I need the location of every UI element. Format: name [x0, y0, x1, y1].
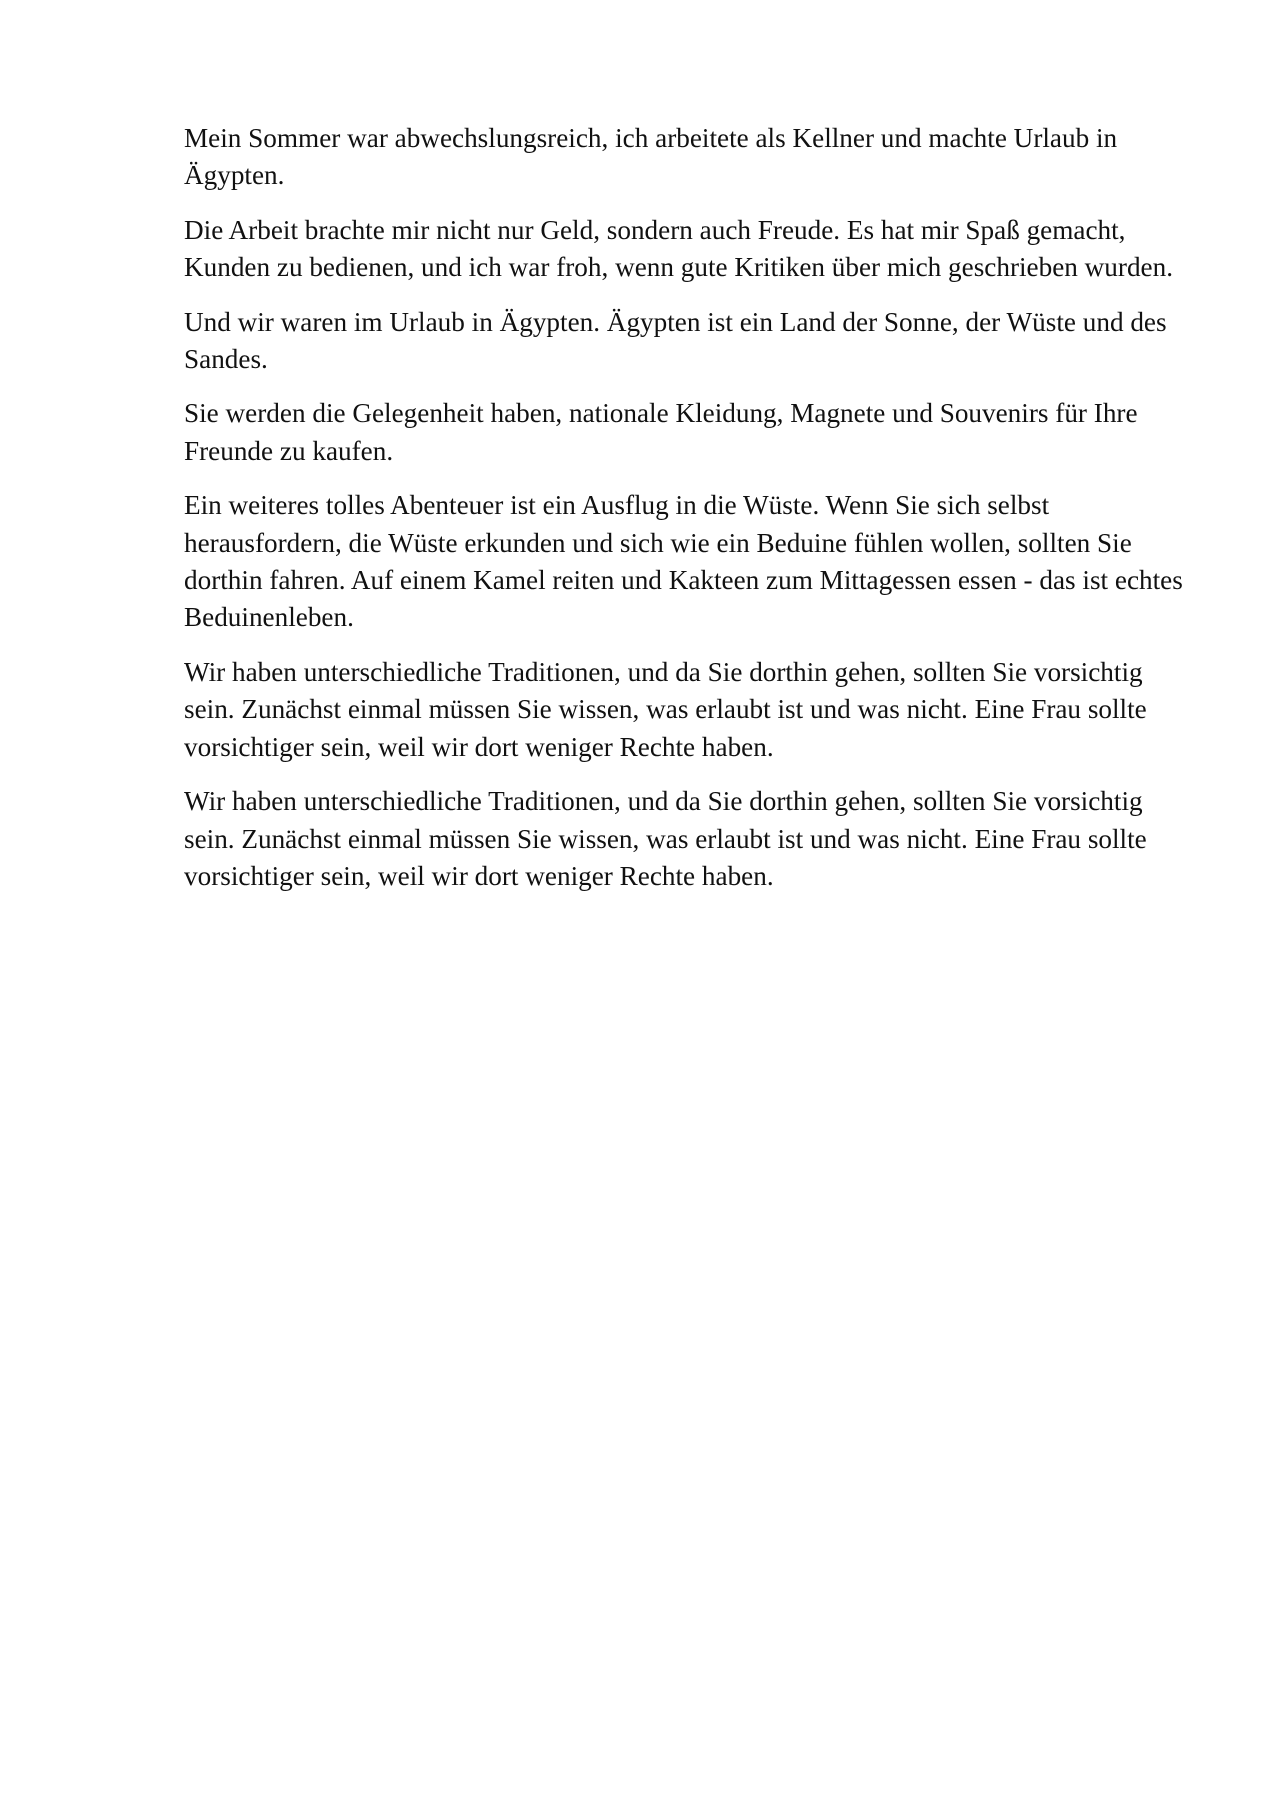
document-body — [184, 120, 1194, 912]
paragraph-2: Die Arbeit brachte mir nicht nur Geld, sondern auch Freude. Es hat mir Spaß gemacht, Kunden zu bedienen, und ich war froh, wenn gute Kritiken über mich geschrieben wurden. — [184, 214, 1173, 283]
paragraph-7: Wir haben unterschiedliche Traditionen, und da Sie dorthin gehen, sollten Sie vorsichtig sein. Zunächst einmal müssen Sie wissen, was erlaubt ist und was nicht. Eine Frau sollte vorsichtiger sein, weil wir dort weniger Rechte haben. — [184, 786, 1147, 891]
paragraph-6: Wir haben unterschiedliche Traditionen, und da Sie dorthin gehen, sollten Sie vorsichtig sein. Zunächst einmal müssen Sie wissen, was erlaubt ist und was nicht. Eine Frau sollte vorsichtiger sein, weil wir dort weniger Rechte haben. — [184, 656, 1147, 762]
paragraph-1: Mein Sommer war abwechslungsreich, ich arbeitete als Kellner und machte Urlaub in Ägypten. — [184, 123, 1118, 191]
paragraph-3: Und wir waren im Urlaub in Ägypten. Ägypten ist ein Land der Sonne, der Wüste und des Sandes. — [184, 306, 1167, 375]
paragraph-5: Ein weiteres tolles Abenteuer ist ein Ausflug in die Wüste. Wenn Sie sich selbst herausfordern, die Wüste erkunden und sich wie ein Beduine fühlen wollen, sollten Sie dorthin fahren. Auf einem Kamel reiten und Kakteen zum Mittagessen essen - das ist echtes Beduinenleben. — [184, 490, 1183, 633]
paragraph-4: Sie werden die Gelegenheit haben, nationale Kleidung, Magnete und Souvenirs für Ihre Freunde zu kaufen. — [184, 398, 1138, 466]
